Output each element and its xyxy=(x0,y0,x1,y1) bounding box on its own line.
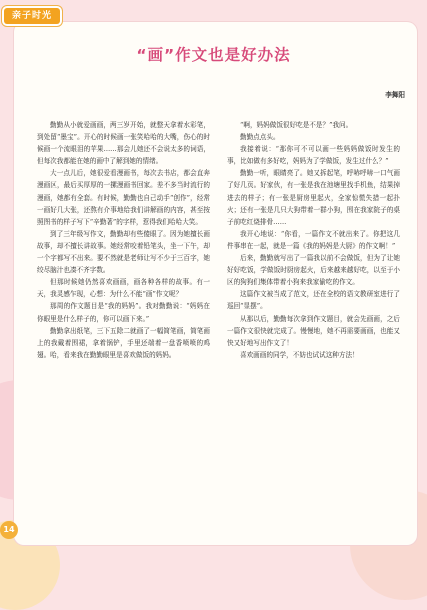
paragraph: 勤勤一听，眼睛亮了。她又拆起笔，呼哧呼哧一口气画了好几页。好家伙，有一张是我在池塘里找手机鱼，结果掉进去的样子；有一张是厨房里起火，全家惊慌失措一起扑火；还有一张是几只大狗带着一群小狗，围在我家院子的桌子前吃红烧排骨…… xyxy=(227,169,400,226)
page-number-badge: 14 xyxy=(0,521,18,539)
article-title: “画”作文也是好办法 xyxy=(136,46,291,64)
article-column-left xyxy=(37,119,210,361)
paragraph: 从那以后，勤勤每次拿到作文题目，就会先画画，之后一篇作文很快就完成了。慢慢地，她不再需要画画，也能又快又好地写出作文了！ xyxy=(227,314,400,347)
article-column-right xyxy=(227,119,400,361)
paragraph: 勤勤拿出纸笔，三下五除二就画了一幅简笔画，简笔画上的我戴着围裙，拿着锅铲，手里还端着一盘香喷喷的鸡翅。哈，看来我在勤勤眼里是喜欢做饭的妈妈。 xyxy=(37,326,210,359)
paragraph: 我开心地说：“你看，一篇作文不就出来了。你把这几件事串在一起，就是一篇《我的妈妈是大厨》的作文啊！” xyxy=(227,229,400,250)
paragraph: 勤勤从小就爱画画，两三岁开始，就整天拿着水彩笔，到处留“墨宝”。开心的时候画一张笑哈哈的大嘴，伤心的时候画一个流眼泪的苹果……那会儿她还不会说太多的词语，但每次我都能在她的画中了解到她的情绪。 xyxy=(37,121,210,166)
section-tag xyxy=(4,8,60,24)
paragraph: 我接着说：“那你可不可以画一些妈妈做饭时发生的事，比如做有多好吃，妈妈为了学做饭，发生过什么？” xyxy=(227,145,400,166)
paragraph: “啊，妈妈做饭很好吃是不是？”我问。 xyxy=(240,121,353,129)
section-tag-label: 亲子时光 xyxy=(11,11,52,21)
paragraph: 但那时候她仍然喜欢画画，画各种各样的故事。有一天，我灵感乍现，心想：为什么不能“画”作文呢？ xyxy=(37,278,210,299)
paragraph: 喜欢画画的同学，不妨也试试这种方法！ xyxy=(240,350,359,359)
paragraph: 这篇作文被当成了范文，还在全校的语文教研室进行了巡回“显摆”。 xyxy=(227,290,400,311)
article-author: 李舞阳 xyxy=(385,91,405,99)
paragraph: 后来，勤勤就写出了一篇我以前不会做饭，但为了让她好好吃饭，学做饭时厨房起火，后来越来越好吃，以至于小区的狗狗们集体带着小狗来我家偷吃的作文。 xyxy=(227,254,400,287)
paragraph: 那周的作文题目是“我的妈妈”。我对勤勤说：“妈妈在你眼里是什么样子的，你可以画下来。” xyxy=(37,302,210,323)
paragraph: 勤勤点点头。 xyxy=(240,133,280,142)
paragraph: 到了三年级写作文，勤勤却有些傻眼了。因为她擅长画故事，却不擅长讲故事。她经常咬着铅笔头，坐一下午，却一个字都写不出来。要不然就是老师让写不少于三百字，她绞尽脑汁也凑不齐字数。 xyxy=(37,229,210,275)
paragraph: 大一点儿后，她很爱看漫画书，每次去书店，都会直奔漫画区，最后买厚厚的一摞漫画书回家。差不多当时流行的漫画，她都有全套。有时候，勤勤也自己动手“创作”，经常一画好几大张，还熬有介事地给我们讲解画的内容，甚至按照图书的样子写下“辛勤著”的字样，惹得我们哈哈大笑。 xyxy=(37,169,210,226)
